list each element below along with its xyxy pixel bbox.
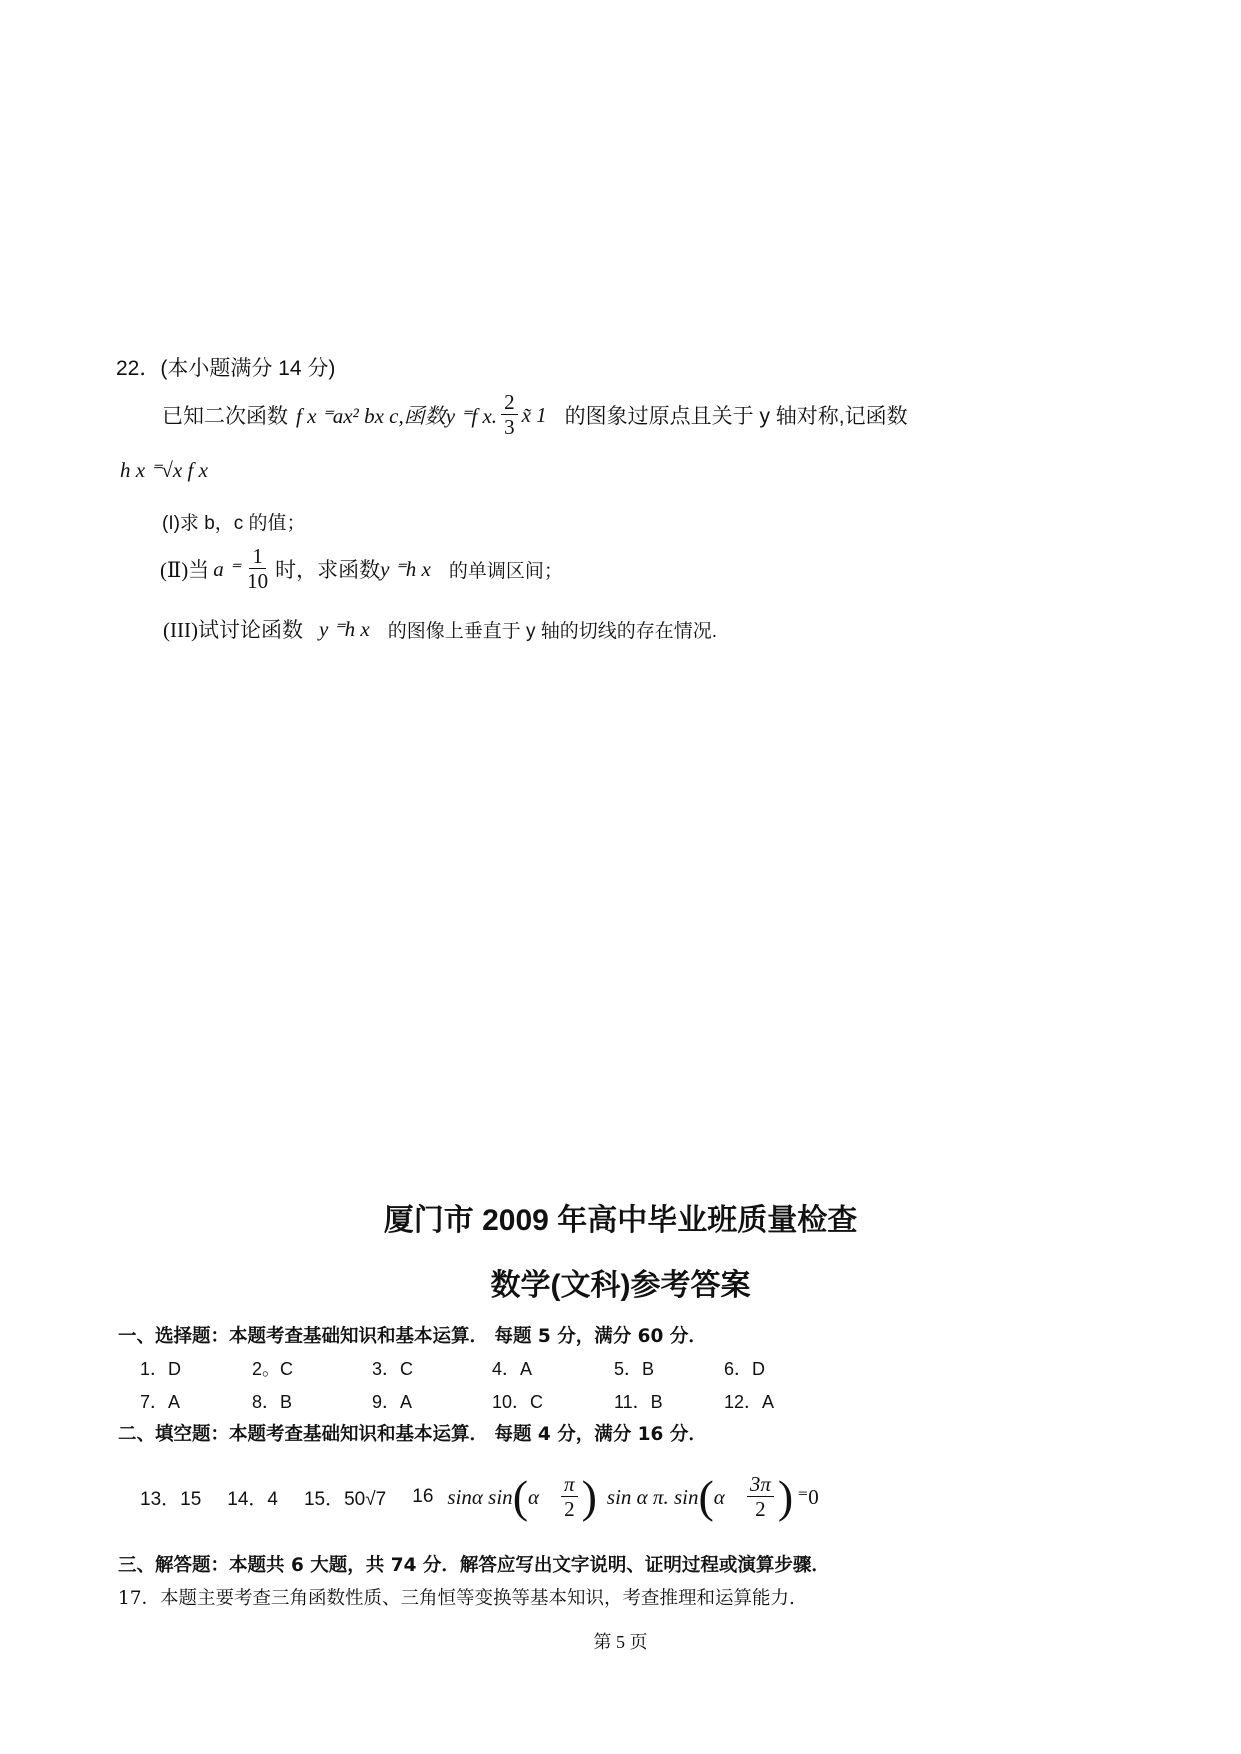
mc-answer-3: 3．C (372, 1359, 414, 1379)
mc-answer-8: 8．B (252, 1392, 293, 1412)
stem-fraction-num: 2 (501, 391, 518, 415)
pi-frac-den: 2 (564, 1496, 575, 1521)
part2-fraction-den: 10 (247, 568, 269, 593)
right-paren-icon-2: ) (777, 1471, 794, 1522)
fill-16-alpha-1: α (528, 1484, 540, 1509)
3pi-frac-num: 3π (747, 1473, 774, 1497)
fill-answer-14: 14．4 (227, 1488, 278, 1510)
stem-tail-math: x̃ 1 (521, 402, 547, 427)
page-footer: 第 5 页 (593, 1632, 648, 1652)
part2-fraction (244, 545, 271, 593)
right-paren-icon: ) (581, 1471, 597, 1522)
problem-22-header: 22．(本小题满分 14 分) (116, 357, 336, 380)
part3-post: 的图像上垂直于 y 轴的切线的存在情况. (387, 620, 718, 642)
answer-title-1: 厦门市 2009 年高中毕业班质量检查 (383, 1204, 858, 1237)
part3-y: y ⁼h x (318, 616, 370, 641)
section-1-heading: 一、选择题：本题考查基础知识和基本运算． 每题 5 分，满分 60 分． (118, 1326, 707, 1347)
fill-answer-15: 15．50√7 (303, 1488, 387, 1510)
3pi-frac-den: 2 (755, 1496, 766, 1521)
problem-22-part3 (163, 614, 717, 644)
fill-16-pi-fraction (561, 1473, 578, 1521)
fill-16-alpha-2: α (713, 1484, 725, 1509)
mc-answer-12: 12．A (724, 1392, 775, 1412)
mc-answer-2: 2。C (252, 1359, 294, 1379)
pi-frac-num: π (561, 1473, 578, 1497)
fill-answer-16-label: 16 (412, 1486, 434, 1507)
fill-16-part-c: sin α π. sin (606, 1484, 699, 1509)
stem-function-def: f x ⁼ax² bx c,函数y ⁼f x. (296, 404, 498, 428)
stem-pre: 已知二次函数 (162, 404, 288, 428)
problem-22-stem (162, 380, 908, 450)
stem-fraction (501, 391, 518, 439)
part2-a: a ⁼ (213, 556, 241, 581)
part2-y: y ⁼h x (380, 556, 431, 581)
part3-pre: (III)试讨论函数 (163, 618, 303, 642)
problem-22-h-def: h x ⁼√x f x (120, 458, 208, 482)
part2-pre: (Ⅱ)当 (160, 558, 210, 582)
stem-post: 的图象过原点且关于 y 轴对称,记函数 (564, 405, 908, 428)
mc-answer-11: 11．B (614, 1392, 663, 1412)
answer-title-2: 数学(文科)参考答案 (490, 1269, 751, 1302)
part2-fraction-num: 1 (249, 545, 266, 569)
question-17-intro: 17．本题主要考查三角函数性质、三角恒等变换等基本知识，考查推理和运算能力. (118, 1588, 795, 1609)
problem-22-part2 (160, 538, 563, 600)
fill-16-part-a: sinα sin (447, 1484, 513, 1509)
stem-fraction-den: 3 (504, 414, 515, 439)
section-3-heading: 三、解答题：本题共 6 大题，共 74 分．解答应写出文字说明、证明过程或演算步骤． (118, 1555, 830, 1576)
mc-answer-1: 1．D (140, 1359, 182, 1379)
fill-answer-13: 13．15 (140, 1488, 202, 1510)
fill-in-answers (140, 1462, 819, 1532)
fill-16-3pi-fraction (747, 1473, 774, 1521)
mc-answer-7: 7．A (140, 1392, 181, 1412)
problem-22-part1: (I)求 b，c 的值； (162, 513, 306, 534)
part2-post: 的单调区间； (448, 560, 563, 582)
fill-16-equals-zero: ⁼0 (797, 1484, 819, 1509)
mc-answer-9: 9．A (372, 1392, 413, 1412)
mc-answer-6: 6．D (724, 1359, 766, 1379)
left-paren-icon: ( (512, 1471, 529, 1522)
mc-answer-10: 10．C (492, 1392, 544, 1412)
section-2-heading: 二、填空题：本题考查基础知识和基本运算． 每题 4 分，满分 16 分． (118, 1424, 707, 1445)
mc-answer-4: 4．A (492, 1359, 533, 1379)
part2-mid: 时，求函数 (275, 558, 381, 582)
left-paren-icon-2: ( (698, 1471, 714, 1522)
mc-answer-5: 5．B (614, 1359, 655, 1379)
